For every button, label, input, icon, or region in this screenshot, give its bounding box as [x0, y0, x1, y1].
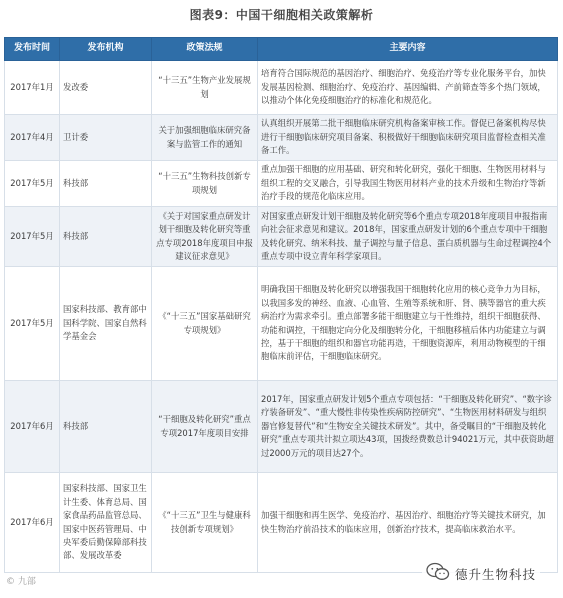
header-agency: 发布机构 [60, 38, 152, 61]
policy-table [4, 37, 558, 573]
table-header-row [5, 38, 558, 61]
cell-content: 对国家重点研发计划干细胞及转化研究等6个重点专项2018年度项目申报指南向社会征求意见和建议。2018年，国家重点研发计划的6个重点专项中干细胞及转化研究、纳米科技、量子调控与量子信息、蛋白质机器与生命过程调控4个重点专项中设立青年科学家项目。 [258, 207, 558, 267]
table-row [5, 267, 558, 381]
cell-agency: 科技部 [60, 207, 152, 267]
chart-title: 图表9：中国干细胞相关政策解析 [189, 8, 374, 22]
cell-law: “干细胞及转化研究”重点专项2017年度项目安排 [152, 381, 258, 473]
table-row [5, 207, 558, 267]
cell-content: 培育符合国际规范的基因治疗、细胞治疗、免疫治疗等专业化服务平台，加快发展基因检测、细胞治疗、免疫治疗、基因编辑、产前筛查等多个热门领域，以推动个体化免疫细胞治疗的标准化和规范化。 [258, 61, 558, 115]
cell-time: 2017年5月 [5, 267, 60, 381]
cell-law: “十三五”生物科技创新专项规划 [152, 161, 258, 207]
cell-law: 《关于对国家重点研发计划干细胞及转化研究等重点专项2018年度项目申报建议征求意见》 [152, 207, 258, 267]
cell-time: 2017年4月 [5, 115, 60, 161]
table-row [5, 473, 558, 573]
cell-content: 认真组织开展第二批干细胞临床研究机构备案审核工作。督促已备案机构尽快进行干细胞临床研究项目备案、积极做好干细胞临床研究项目监督检查相关准备工作。 [258, 115, 558, 161]
table-row [5, 161, 558, 207]
header-content: 主要内容 [258, 38, 558, 61]
watermark-left: © 九部 [6, 577, 36, 587]
cell-time: 2017年5月 [5, 161, 60, 207]
watermark-brand: 德升生物科技 [455, 567, 537, 582]
cell-law: 关于加强细胞临床研究备案与监管工作的通知 [152, 115, 258, 161]
cell-content: 重点加强干细胞的应用基础、研究和转化研究，强化干细胞、生物医用材料与组织工程的交叉融合，引导我国生物医用材料产业的技术升级和生物治疗等新治疗手段的规范化临床应用。 [258, 161, 558, 207]
cell-time: 2017年5月 [5, 207, 60, 267]
cell-time: 2017年6月 [5, 473, 60, 573]
cell-agency: 科技部 [60, 161, 152, 207]
cell-content: 加强干细胞和再生医学、免疫治疗、基因治疗、细胞治疗等关键技术研究，加快生物治疗前沿技术的临床应用，创新治疗技术，提高临床救治水平。 [258, 473, 558, 573]
table-row [5, 115, 558, 161]
cell-law: “十三五”生物产业发展规划 [152, 61, 258, 115]
wechat-icon [426, 562, 450, 586]
cell-time: 2017年1月 [5, 61, 60, 115]
cell-time: 2017年6月 [5, 381, 60, 473]
cell-agency: 国家科技部、教育部中国科学院、国家自然科学基金会 [60, 267, 152, 381]
cell-agency: 国家科技部、国家卫生计生委、体育总局、国家食品药品监管总局、国家中医药管理局、中央军委后勤保障部科技部、发展改革委 [60, 473, 152, 573]
cell-content: 2017年，国家重点研发计划5个重点专项包括：“干细胞及转化研究”、“数字诊疗装备研发”、“重大慢性非传染性疾病防控研究”、“生物医用材料研发与组织器官修复替代”和“生物安全关键技术研发”。其中，备受瞩目的“干细胞及转化研究”重点专项共计拟立项达43项，国拨经费数总计94021万元，其中获资助超过2000万元的项目达27个。 [258, 381, 558, 473]
cell-law: 《“十三五”卫生与健康科技创新专项规划》 [152, 473, 258, 573]
table-row [5, 61, 558, 115]
cell-agency: 卫计委 [60, 115, 152, 161]
watermark-right [422, 560, 540, 588]
cell-law: 《“十三五”国家基础研究专项规划》 [152, 267, 258, 381]
cell-content: 明确我国干细胞及转化研究以增强我国干细胞转化应用的核心竞争力为目标，以我国多发的神经、血液、心血管、生殖等系统和肝、肾、胰等器官的重大疾病治疗为需求牵引。重点部署多能干细胞建立与干性维持，组织干细胞获得、功能和调控，干细胞定向分化及细胞转分化，干细胞移植后体内功能建立与调控，基于干细胞的组织和器官功能再造，干细胞资源库，利用动物模型的干细胞临床前评估，干细胞临床研究。 [258, 267, 558, 381]
cell-agency: 发改委 [60, 61, 152, 115]
cell-agency: 科技部 [60, 381, 152, 473]
header-law: 政策法规 [152, 38, 258, 61]
table-row [5, 381, 558, 473]
header-time: 发布时间 [5, 38, 60, 61]
